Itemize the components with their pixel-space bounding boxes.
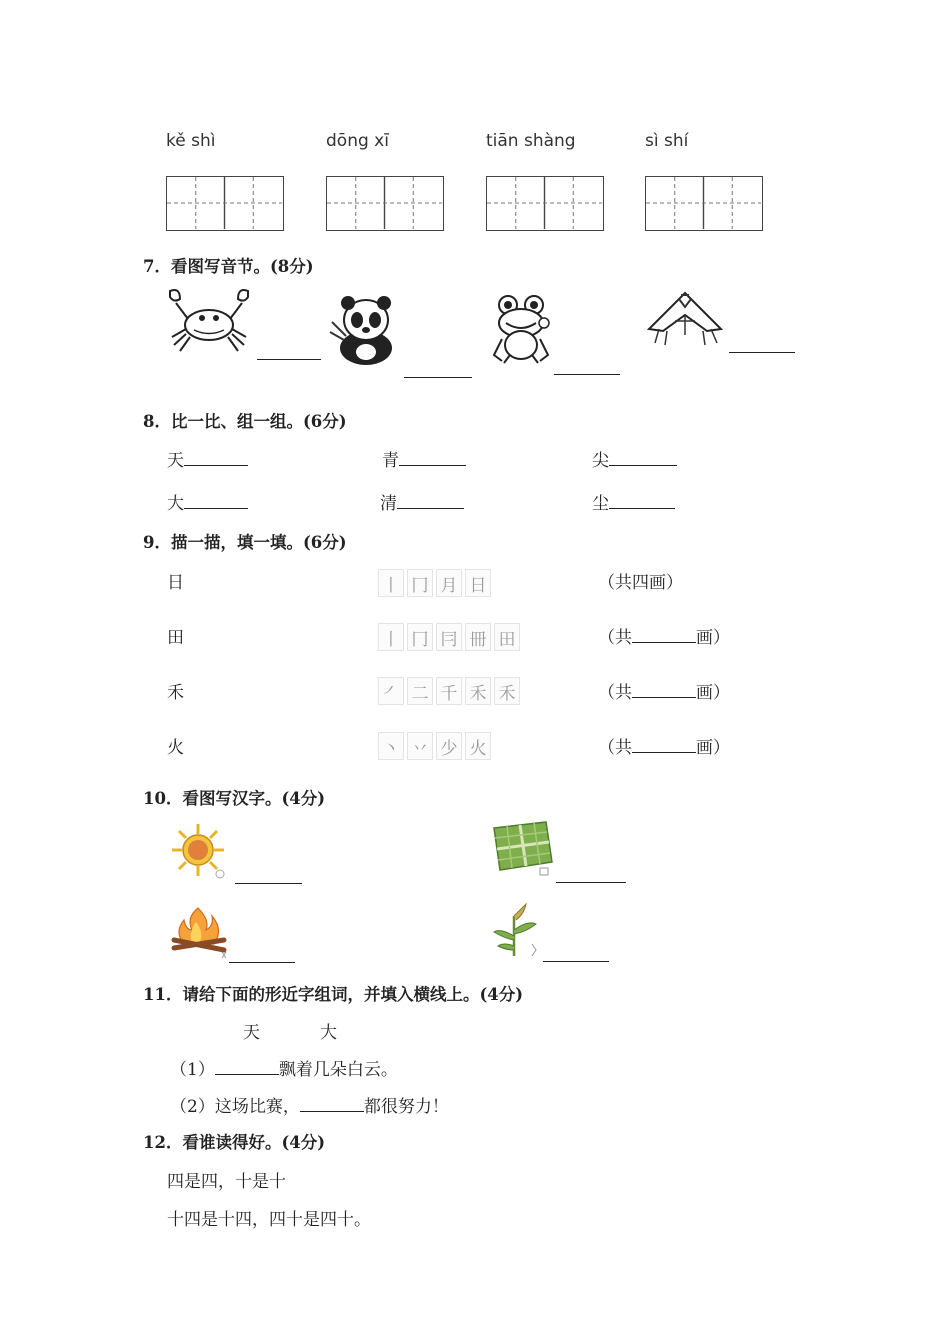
stroke-step: 冃 <box>436 623 462 651</box>
fire-image <box>166 902 232 960</box>
stroke-order <box>378 732 491 760</box>
stroke-step: 丷 <box>407 732 433 760</box>
q8-item: 尘 <box>592 489 675 514</box>
answer-line[interactable] <box>632 626 696 643</box>
stroke-step: 田 <box>494 623 520 651</box>
q8-item: 大 <box>167 489 248 514</box>
answer-line[interactable] <box>543 961 609 962</box>
answer-line[interactable] <box>632 736 696 753</box>
writing-grid[interactable] <box>486 176 604 231</box>
stroke-count: （共 画） <box>598 683 730 703</box>
answer-line[interactable] <box>235 883 302 884</box>
stroke-step: 火 <box>465 732 491 760</box>
grain-image <box>486 902 544 958</box>
q11-char: 大 <box>320 1023 337 1043</box>
q9-char: 田 <box>167 628 184 648</box>
q11-char: 天 <box>243 1023 260 1043</box>
answer-line[interactable] <box>404 377 472 378</box>
q8-item: 清 <box>380 489 464 514</box>
field-image <box>490 818 556 878</box>
sun-image <box>166 822 230 880</box>
answer-line[interactable] <box>215 1058 279 1075</box>
writing-grid[interactable] <box>166 176 284 231</box>
panda-image <box>326 292 402 368</box>
answer-line[interactable] <box>609 492 675 509</box>
q9-char: 禾 <box>167 683 184 703</box>
stroke-step: 千 <box>436 677 462 705</box>
q9-title: 9．描一描，填一填。(6分) <box>143 533 347 552</box>
pinyin-si-shi: sì shí <box>645 131 689 151</box>
stroke-count: （共四画） <box>598 573 683 593</box>
q12-title: 12．看谁读得好。(4分) <box>143 1133 326 1152</box>
stroke-step: 月 <box>436 569 462 597</box>
stroke-order <box>378 623 520 651</box>
answer-line[interactable] <box>609 449 677 466</box>
stroke-step: 冊 <box>465 623 491 651</box>
answer-line[interactable] <box>229 962 295 963</box>
answer-line[interactable] <box>184 492 248 509</box>
stroke-step: 少 <box>436 732 462 760</box>
frog-image <box>490 293 552 365</box>
q8-item: 尖 <box>592 446 677 471</box>
stroke-step: 禾 <box>465 677 491 705</box>
stroke-step: 丨 <box>378 569 404 597</box>
stroke-step: 二 <box>407 677 433 705</box>
pinyin-dong-xi: dōng xī <box>326 131 389 151</box>
stroke-step: 日 <box>465 569 491 597</box>
answer-line[interactable] <box>556 882 626 883</box>
tongue-twister-line: 十四是十四，四十是四十。 <box>167 1210 371 1230</box>
q9-char: 日 <box>167 573 184 593</box>
q7-title: 7．看图写音节。(8分) <box>143 257 314 276</box>
crab-image <box>166 285 252 355</box>
answer-line[interactable] <box>184 449 248 466</box>
kite-image <box>645 289 725 347</box>
q8-item: 天 <box>167 446 248 471</box>
writing-grid[interactable] <box>645 176 763 231</box>
stroke-count: （共 画） <box>598 628 730 648</box>
answer-line[interactable] <box>399 449 466 466</box>
q11-title: 11．请给下面的形近字组词，并填入横线上。(4分) <box>143 985 524 1004</box>
stroke-step: 丨 <box>378 623 404 651</box>
tongue-twister-line: 四是四，十是十 <box>167 1172 286 1192</box>
q11-sentence-2: （2）这场比赛， 都很努力！ <box>170 1097 449 1117</box>
q9-char: 火 <box>167 738 184 758</box>
stroke-step: 冂 <box>407 569 433 597</box>
answer-line[interactable] <box>257 359 321 360</box>
stroke-step: 禾 <box>494 677 520 705</box>
stroke-order <box>378 677 520 705</box>
answer-line[interactable] <box>729 352 795 353</box>
pinyin-ke-shi: kě shì <box>166 131 216 151</box>
answer-line[interactable] <box>554 374 620 375</box>
stroke-step: 丶 <box>378 732 404 760</box>
answer-line[interactable] <box>300 1095 364 1112</box>
answer-line[interactable] <box>632 681 696 698</box>
q8-item: 青 <box>382 446 466 471</box>
stroke-order <box>378 569 491 597</box>
stroke-step: 冂 <box>407 623 433 651</box>
writing-grid[interactable] <box>326 176 444 231</box>
q11-sentence-1: （1） 飘着几朵白云。 <box>170 1060 398 1080</box>
stroke-step: ㇒ <box>378 677 404 705</box>
q8-title: 8．比一比、组一组。(6分) <box>143 412 347 431</box>
stroke-count: （共 画） <box>598 738 730 758</box>
q10-title: 10．看图写汉字。(4分) <box>143 789 326 808</box>
answer-line[interactable] <box>397 492 464 509</box>
pinyin-tian-shang: tiān shàng <box>486 131 576 151</box>
